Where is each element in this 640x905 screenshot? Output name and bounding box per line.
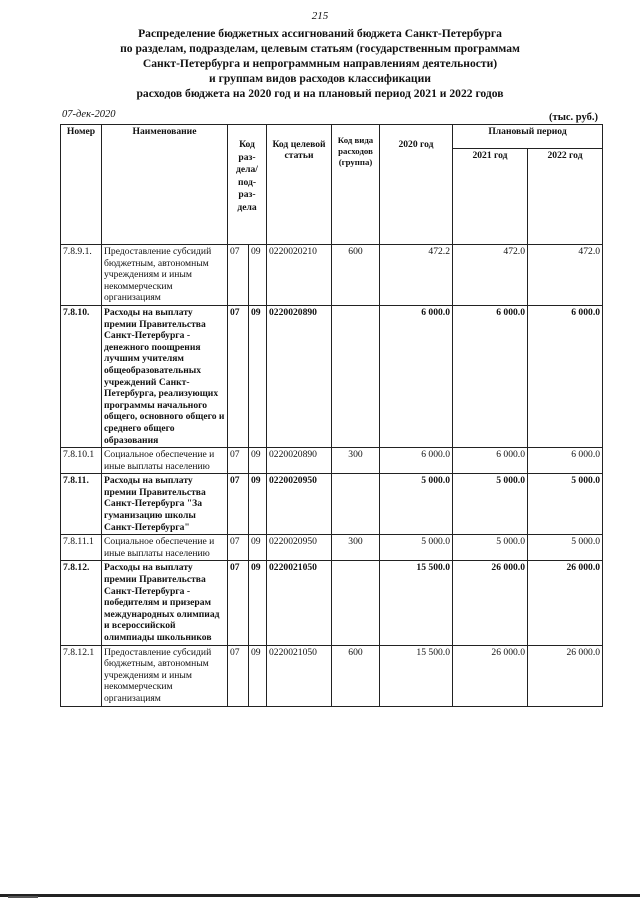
cell-2022: 6 000.0 [528,305,603,447]
cell-podrazdel: 09 [249,305,267,447]
header-target-code: Код целевой статьи [267,125,332,245]
header-year-2021: 2021 год [453,149,528,245]
cell-name: Расходы на выплату премии Правительства Санкт-Петербурга - победителям и призерам международных олимпиад и всероссийской олимпиады школьников [102,561,228,645]
cell-2022: 5 000.0 [528,474,603,535]
table-row [61,645,603,706]
cell-expense-type: 300 [332,535,380,561]
title-line: Санкт-Петербурга и непрограммным направлениям деятельности) [142,57,498,70]
cell-razdel: 07 [228,448,249,474]
cell-razdel: 07 [228,305,249,447]
document-date: 07-дек-2020 [62,109,116,120]
cell-expense-type [332,305,380,447]
table-row [61,561,603,645]
cell-razdel: 07 [228,474,249,535]
title-line: Распределение бюджетных ассигнований бюджета Санкт-Петербурга [138,27,502,40]
cell-number: 7.8.10.1 [61,448,102,474]
title-line: по разделам, подразделам, целевым статьям (государственным программам [120,42,520,55]
unit-label: (тыс. руб.) [549,112,598,123]
table-row [61,448,603,474]
cell-target-code: 0220021050 [267,561,332,645]
cell-expense-type: 600 [332,245,380,306]
cell-podrazdel: 09 [249,474,267,535]
document-title [40,26,600,101]
budget-table [60,124,603,707]
cell-name: Расходы на выплату премии Правительства Санкт-Петербурга - денежного поощрения лучшим учителям общеобразовательных учреждений Санкт-Петербурга, реализующих программы начального общего, основного общего и среднего общего образования [102,305,228,447]
cell-2021: 5 000.0 [453,535,528,561]
table-row [61,474,603,535]
header-name: Наименование [102,125,228,245]
title-line: расходов бюджета на 2020 год и на плановый период 2021 и 2022 годов [136,87,504,100]
cell-number: 7.8.10. [61,305,102,447]
table-row [61,305,603,447]
cell-podrazdel: 09 [249,645,267,706]
cell-2020: 5 000.0 [380,535,453,561]
cell-2022: 5 000.0 [528,535,603,561]
header-section-code: Код раз- дела/ под- раз- дела [228,125,267,245]
scan-border-line [0,894,640,897]
cell-number: 7.8.11.1 [61,535,102,561]
cell-name: Предоставление субсидий бюджетным, автономным учреждениям и иным некоммерческим организациям [102,245,228,306]
header-number: Номер [61,125,102,245]
cell-2022: 6 000.0 [528,448,603,474]
cell-2021: 26 000.0 [453,645,528,706]
cell-number: 7.8.12.1 [61,645,102,706]
cell-podrazdel: 09 [249,561,267,645]
cell-2020: 472.2 [380,245,453,306]
cell-razdel: 07 [228,645,249,706]
cell-2020: 15 500.0 [380,645,453,706]
cell-number: 7.8.11. [61,474,102,535]
cell-podrazdel: 09 [249,448,267,474]
header-year-2022: 2022 год [528,149,603,245]
cell-2020: 6 000.0 [380,305,453,447]
cell-podrazdel: 09 [249,535,267,561]
cell-target-code: 0220020890 [267,305,332,447]
cell-expense-type: 600 [332,645,380,706]
cell-2021: 26 000.0 [453,561,528,645]
cell-target-code: 0220020950 [267,535,332,561]
cell-razdel: 07 [228,245,249,306]
cell-expense-type: 300 [332,448,380,474]
table-body [61,245,603,707]
page-number: 215 [311,10,329,22]
cell-2021: 6 000.0 [453,305,528,447]
header-expense-type-code: Код вида расходов (группа) [332,125,380,245]
table-row [61,245,603,306]
cell-razdel: 07 [228,535,249,561]
cell-target-code: 0220020950 [267,474,332,535]
cell-2022: 26 000.0 [528,561,603,645]
cell-2021: 6 000.0 [453,448,528,474]
header-year-2020: 2020 год [380,125,453,245]
cell-podrazdel: 09 [249,245,267,306]
cell-2020: 5 000.0 [380,474,453,535]
cell-target-code: 0220020210 [267,245,332,306]
cell-2022: 26 000.0 [528,645,603,706]
table-row [61,535,603,561]
title-line: и группам видов расходов классификации [209,72,431,85]
cell-2021: 472.0 [453,245,528,306]
cell-target-code: 0220020890 [267,448,332,474]
cell-expense-type [332,561,380,645]
cell-name: Социальное обеспечение и иные выплаты населению [102,448,228,474]
cell-expense-type [332,474,380,535]
cell-name: Социальное обеспечение и иные выплаты населению [102,535,228,561]
cell-2020: 6 000.0 [380,448,453,474]
cell-razdel: 07 [228,561,249,645]
cell-target-code: 0220021050 [267,645,332,706]
cell-2020: 15 500.0 [380,561,453,645]
cell-2021: 5 000.0 [453,474,528,535]
scan-border-mark [8,896,38,898]
cell-number: 7.8.12. [61,561,102,645]
cell-number: 7.8.9.1. [61,245,102,306]
cell-name: Предоставление субсидий бюджетным, автономным учреждениям и иным некоммерческим организациям [102,645,228,706]
header-planned-period: Плановый период [453,125,603,149]
cell-name: Расходы на выплату премии Правительства Санкт-Петербурга "За гуманизацию школы Санкт-Петербурга" [102,474,228,535]
cell-2022: 472.0 [528,245,603,306]
